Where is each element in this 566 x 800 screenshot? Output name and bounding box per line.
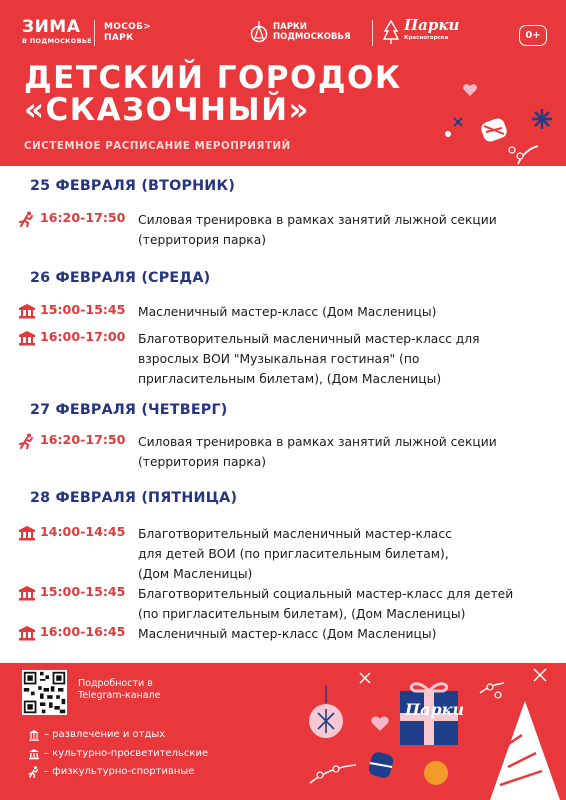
winter-decoration-icon — [440, 70, 566, 166]
ornament-icon — [309, 685, 343, 738]
logo-zima[interactable] — [22, 19, 92, 45]
logo-parki-krasnogorska[interactable] — [382, 16, 460, 45]
day-heading: 28 ФЕВРАЛЯ (ПЯТНИЦА) — [30, 490, 238, 506]
mitten-icon — [367, 751, 394, 780]
day-heading: 26 ФЕВРАЛЯ (СРЕДА) — [30, 270, 211, 286]
orange-icon — [424, 761, 448, 785]
legend-text: – развлечение и отдых — [44, 729, 166, 740]
snowflake-icon — [360, 669, 546, 683]
event-time: 16:20-17:50 — [40, 432, 126, 447]
logo-zima-subtext: В ПОДМОСКОВЬЕ — [22, 37, 92, 45]
event-description: Благотворительный социальный мастер-класс для детей (по пригласительным билетам), (Дом Масленицы) — [138, 587, 514, 621]
page-title — [24, 62, 402, 126]
event-description: Силовая тренировка в рамках занятий лыжной секции (территория парка) — [138, 213, 497, 247]
day-heading: 27 ФЕВРАЛЯ (ЧЕТВЕРГ) — [30, 402, 228, 418]
logo-mosobpark-line2: ПАРК — [104, 33, 134, 43]
logo-kras-text: Парки — [404, 16, 460, 34]
page-title-line2: «СКАЗОЧНЫЙ» — [24, 92, 311, 128]
telegram-link[interactable] — [78, 678, 160, 702]
event-time: 16:00-16:45 — [40, 624, 126, 639]
parki-emblem-icon — [250, 20, 268, 44]
logo-parki-line1: ПАРКИ — [273, 22, 307, 32]
event-description: Масленичный мастер-класс (Дом Масленицы) — [138, 305, 437, 319]
telegram-link-line2: Telegram-канале — [78, 690, 161, 701]
logo-divider — [94, 20, 95, 46]
carousel-icon — [28, 729, 40, 741]
event-time: 16:00-17:00 — [40, 329, 126, 344]
telegram-link-line1: Подробности в — [78, 678, 153, 689]
logo-parki-podmoskovya[interactable] — [250, 20, 351, 44]
mitten-icon — [479, 116, 508, 143]
christmas-tree-icon — [490, 701, 560, 800]
museum-icon — [28, 748, 40, 760]
event-description: Благотворительный масленичный мастер-класс для детей ВОИ (по пригласительным билетам), (Дом Масленицы) — [138, 527, 452, 581]
logo-mosobpark[interactable] — [104, 22, 151, 44]
event-description: Масленичный мастер-класс (Дом Масленицы) — [138, 627, 437, 641]
museum-icon — [18, 330, 36, 346]
gift-logo-text: Парки — [405, 700, 465, 719]
museum-icon — [18, 525, 36, 541]
header-banner — [0, 0, 566, 166]
footer-banner — [0, 663, 566, 800]
logo-zima-text: ЗИМА — [22, 17, 81, 37]
day-heading: 25 ФЕВРАЛЯ (ВТОРНИК) — [30, 178, 236, 194]
running-icon — [18, 433, 36, 449]
museum-icon — [18, 585, 36, 601]
qr-code-icon[interactable] — [22, 670, 67, 715]
event-time: 15:00-15:45 — [40, 584, 126, 599]
snowflake-icon — [532, 109, 552, 129]
running-icon — [28, 766, 40, 778]
event-time: 15:00-15:45 — [40, 302, 126, 317]
logo-mosobpark-line1: МОСОБ> — [104, 22, 152, 32]
event-description: Силовая тренировка в рамках занятий лыжной секции (территория парка) — [138, 435, 497, 469]
winter-decoration-icon — [290, 663, 566, 800]
event-time: 14:00-14:45 — [40, 524, 126, 539]
tree-emblem-icon — [382, 19, 400, 45]
event-description: Благотворительный масленичный мастер-класс для взрослых ВОИ "Музыкальная гостиная" (по пригласительным билетам), (Дом Масленицы) — [138, 332, 480, 386]
logo-parki-line2: ПОДМОСКОВЬЯ — [273, 32, 351, 42]
heart-icon — [463, 84, 477, 96]
logo-divider-2 — [372, 20, 373, 46]
page-subtitle: СИСТЕМНОЕ РАСПИСАНИЕ МЕРОПРИЯТИЙ — [24, 141, 291, 152]
page-title-line1: ДЕТСКИЙ ГОРОДОК — [24, 60, 402, 96]
event-time: 16:20-17:50 — [40, 210, 126, 225]
running-icon — [18, 211, 36, 227]
museum-icon — [18, 303, 36, 319]
heart-icon — [371, 716, 388, 731]
museum-icon — [18, 625, 36, 641]
legend-text: – физкультурно-спортивные — [44, 766, 195, 777]
legend-text: – культурно-просветительские — [44, 748, 209, 759]
logo-kras-subtext: Красногорска — [404, 35, 449, 41]
age-rating-badge: 0+ — [519, 25, 547, 46]
